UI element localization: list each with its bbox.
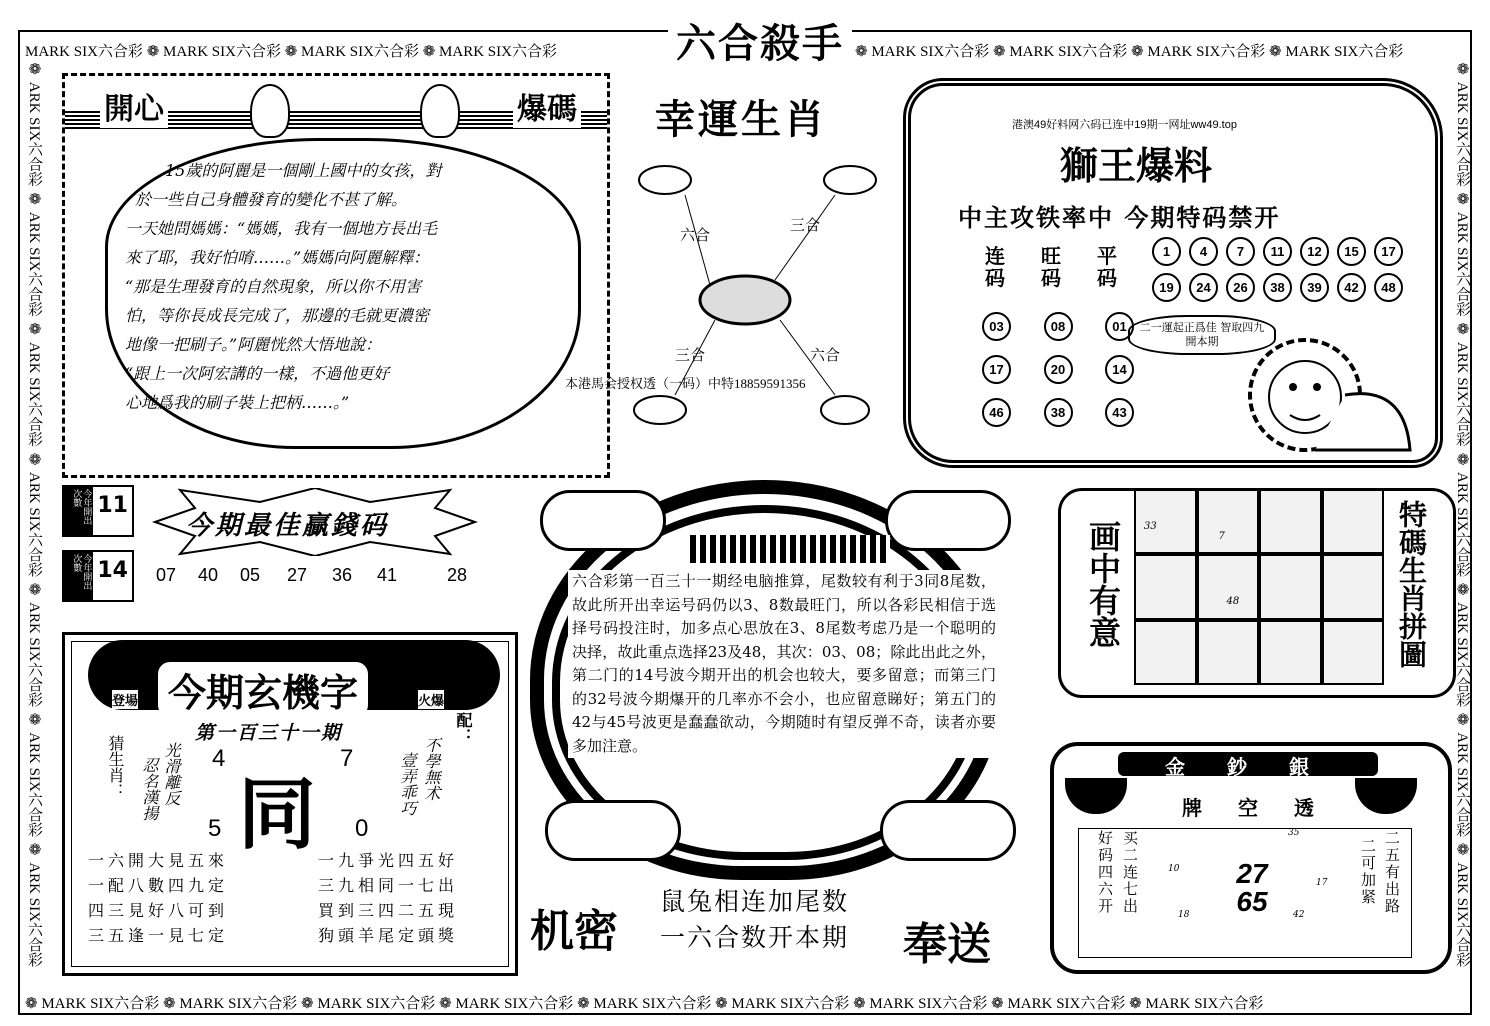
ban-num: 11 [1263, 237, 1292, 266]
jiqi-left: 机密 [530, 906, 618, 957]
ban-num: 12 [1300, 237, 1329, 266]
stat-note: 23 [68, 583, 84, 597]
stat-value: 14 [97, 558, 128, 583]
xuanji-num: 5 [208, 815, 222, 842]
story-title-left: 開心 [100, 84, 168, 128]
puzzle-cell [1197, 620, 1260, 685]
lion-title: 獅王爆料 [1060, 144, 1213, 188]
watermark-text: 本港馬会授权透（一码）中特18859591356 [565, 376, 806, 391]
poem-line: 買到三四二五現 [318, 901, 459, 920]
puzzle-cell [1322, 489, 1385, 554]
puzzle-cell [1259, 620, 1322, 685]
story-line: 一天她問媽媽：“媽媽，我有一個地方長出毛 [125, 219, 438, 238]
gold-dial-num: 10 [1168, 864, 1180, 874]
grid-num: 14 [1105, 355, 1134, 384]
poem-line: 一六開大見五來 [88, 851, 229, 870]
border-right: ❁ ARK SIX六合彩 ❁ ARK SIX六合彩 ❁ ARK SIX六合彩 ❁ ARK SIX六合彩 ❁ ARK SIX六合彩 ❁ ARK SIX六合彩 ❁ ARK SIX六合彩 [1454, 60, 1470, 967]
story-panel [62, 73, 610, 478]
puzzle-cell [1322, 620, 1385, 685]
puzzle-grid [1134, 489, 1384, 685]
gold-center: 27 65 [1236, 858, 1268, 917]
gold-title: 金鈔銀 [1165, 755, 1351, 779]
tiger-icon [824, 166, 876, 194]
puzzle-cell [1322, 554, 1385, 619]
grid-num: 38 [1044, 398, 1073, 427]
dog-icon [821, 396, 869, 424]
puzzle-cell [1134, 554, 1197, 619]
zodiac-label: 六合 [680, 226, 711, 244]
horse-icon [634, 396, 686, 424]
gold-dial-num: 18 [1178, 910, 1190, 920]
xuanji-poem-left [88, 848, 228, 948]
grid-num: 08 [1044, 312, 1073, 341]
story-line: 地像一把刷子。”阿麗恍然大悟地說： [125, 335, 382, 354]
xuanji-col: 猜生肖： [106, 735, 125, 799]
story-text [125, 156, 565, 417]
cloud-right-icon [885, 490, 1011, 551]
poem-line: 三五逢一見七定 [88, 926, 229, 945]
story-line: “那是生理發育的自然現象，所以你不用害 [125, 277, 422, 296]
stat-note: 75 [68, 516, 84, 530]
puzzle-cell [1134, 620, 1197, 685]
girl-icon [420, 84, 460, 138]
xuanji-big-char: 同 [238, 770, 317, 860]
grid-num: 20 [1044, 355, 1073, 384]
jiqi-right: 奉送 [903, 919, 991, 970]
gold-dial-num: 35 [1288, 828, 1300, 838]
cloud-bottom-right-icon [880, 800, 1016, 861]
jiqi-line2: 一六合数开本期 [660, 923, 850, 952]
ban-row-2 [1148, 273, 1407, 302]
story-line: 怕，等你長成長完成了，那邊的毛就更濃密 [125, 306, 430, 325]
border-text: MARK SIX六合彩 [25, 44, 143, 60]
gold-left-col: 买二连七出 [1121, 830, 1139, 915]
jiqi-line1: 鼠兔相连加尾数 [660, 887, 850, 916]
zodiac-label: 六合 [810, 346, 841, 364]
gold-title2: 牌空透 [1182, 796, 1350, 820]
ban-num: 48 [1374, 273, 1403, 302]
best-num: 27 [287, 565, 308, 585]
header-title: 六合殺手 [668, 12, 852, 69]
gold-dial-num: 42 [1293, 910, 1305, 920]
stat-label: 今年開出次數 [64, 552, 93, 600]
lion-col-heads [985, 245, 1125, 289]
xuanji-title: 今期玄機字 [158, 662, 368, 717]
ban-num: 26 [1226, 273, 1255, 302]
gold-right-col: 二可加紧 [1359, 838, 1377, 906]
lion-site: 港澳49好料网六码已连中19期一网址ww49.top [1012, 116, 1237, 132]
xuanji-tag-left: 登場 [112, 690, 138, 709]
ban-num: 38 [1263, 273, 1292, 302]
ban-row-1 [1148, 237, 1407, 266]
xuanji-tag-right: 火爆 [418, 690, 444, 709]
ban-num: 1 [1152, 237, 1181, 266]
story-line: 於一些自己身體發育的變化不甚了解。 [135, 190, 408, 209]
best-numbers [156, 565, 467, 586]
lion-banner: 中主攻铁率中 今期特码禁开 [958, 204, 1281, 232]
ban-num: 24 [1189, 273, 1218, 302]
pig-icon [639, 166, 691, 194]
ban-num: 4 [1189, 237, 1218, 266]
ban-num: 15 [1337, 237, 1366, 266]
gold-dial-num: 17 [1316, 878, 1328, 888]
xuanji-num: 0 [355, 815, 369, 842]
border-left: ❁ ARK SIX六合彩 ❁ ARK SIX六合彩 ❁ ARK SIX六合彩 ❁ ARK SIX六合彩 ❁ ARK SIX六合彩 ❁ ARK SIX六合彩 ❁ ARK SIX六合彩 [26, 60, 42, 967]
grid-num: 01 [1105, 312, 1134, 341]
xuanji-col: 不學無术 [422, 737, 441, 801]
col-head: 连码 [985, 244, 1005, 290]
cloud-bottom-left-icon [545, 800, 681, 861]
ban-num: 17 [1374, 237, 1403, 266]
gold-left-col: 好码四六开 [1096, 830, 1114, 915]
zodiac-diagram [625, 150, 895, 440]
col-head: 旺码 [1041, 244, 1061, 290]
xuanji-col: 壹弄乖巧 [398, 752, 417, 816]
stat-label: 今年開出次數 [64, 487, 93, 535]
xuanji-subtitle: 第一百三十一期 [195, 722, 343, 744]
story-line: 來了耶，我好怕唷……。”媽媽向阿麗解釋： [125, 248, 430, 267]
xuanji-num: 7 [340, 745, 354, 772]
xuanji-num: 4 [212, 745, 226, 772]
poem-line: 一配八數四九定 [88, 876, 229, 895]
ban-num: 42 [1337, 273, 1366, 302]
puzzle-cell: 48 [1197, 554, 1260, 619]
lion-grid [978, 312, 1138, 427]
zodiac-label: 三合 [675, 346, 706, 364]
center-text: 六合彩第一百三十一期经电脑推算，尾数较有利于3同8尾数，故此所开出幸运号码仍以3、8数最旺门，所以各彩民相信于选择号码投注时，加多点心思放在3、8尾数考虑乃是一个聪明的决择，故此重点选择23及48，其次：03、08；除此出此之外，第二门的14号波今期开出的机会也较大，要多留意；而第三门的32号波今期爆开的几率亦不会小，也应留意睇好；第五门的42与45号波更是蠢蠢欲动，今期随时有望反弹不奇，读者亦要多加注意。 [568, 570, 1000, 758]
best-num: 36 [332, 565, 353, 585]
puzzle-cell: 7 [1197, 489, 1260, 554]
col-head: 平码 [1097, 244, 1117, 290]
xuanji-col: 配： [454, 712, 473, 744]
center-title-band [690, 535, 890, 563]
best-num: 41 [377, 565, 398, 585]
poem-line: 三九相同一七出 [318, 876, 459, 895]
story-line: 15歲的阿麗是一個剛上國中的女孩，對 [165, 161, 442, 180]
lion-icon [1235, 325, 1425, 460]
xuanji-col: 忍名漢揚 [140, 757, 159, 821]
grid-num: 46 [982, 398, 1011, 427]
story-title-right: 爆碼 [513, 84, 581, 128]
best-num: 07 [156, 565, 177, 585]
border-bottom: ❁ MARK SIX六合彩 ❁ MARK SIX六合彩 ❁ MARK SIX六合彩 ❁ MARK SIX六合彩 ❁ MARK SIX六合彩 ❁ MARK SIX六合彩 ❁ MARK SIX六合彩 ❁ MARK SIX六合彩 ❁ MARK SIX六合彩 [25, 996, 1264, 1012]
poem-line: 狗頭羊尾定頭獎 [318, 926, 459, 945]
ban-num: 39 [1300, 273, 1329, 302]
grid-num: 03 [982, 312, 1011, 341]
puzzle-cell [1259, 489, 1322, 554]
lucky-title: 幸運生肖 [655, 97, 827, 143]
best-num: 40 [198, 565, 219, 585]
tiger-center-icon [700, 276, 790, 324]
puzzle-cell [1259, 554, 1322, 619]
grid-num: 43 [1105, 398, 1134, 427]
ban-num: 7 [1226, 237, 1255, 266]
gold-right-col: 二五有出路 [1383, 830, 1401, 915]
story-line: 心地爲我的刷子裝上把柄……。” [125, 393, 350, 412]
zodiac-label: 三合 [790, 216, 821, 234]
boy-icon [250, 84, 290, 138]
poem-line: 一九爭光四五好 [318, 851, 459, 870]
grid-num: 17 [982, 355, 1011, 384]
cloud-left-icon [540, 490, 666, 551]
border-top-left: MARK SIX六合彩 ❁ MARK SIX六合彩 ❁ MARK SIX六合彩 ❁ MARK SIX六合彩 [25, 44, 557, 60]
story-line: “跟上一次阿宏講的一樣，不過他更好 [125, 364, 390, 383]
puzzle-cell: 33 [1134, 489, 1197, 554]
puzzle-left-label: 画中有意 [1084, 520, 1122, 648]
best-title: 今期最佳贏錢码 [186, 511, 390, 541]
puzzle-right-label: 特碼生肖拼圖 [1395, 500, 1428, 668]
lion-bubble: 二一運起正爲佳 智取四九開本期 [1128, 315, 1276, 355]
stat-value: 11 [97, 493, 128, 518]
xuanji-poem-right [318, 848, 458, 948]
best-num: 28 [447, 565, 468, 585]
ban-num: 19 [1152, 273, 1181, 302]
best-num: 05 [240, 565, 261, 585]
xuanji-col: 光滑離反 [162, 742, 181, 806]
border-top-right: ❁ MARK SIX六合彩 ❁ MARK SIX六合彩 ❁ MARK SIX六合彩 ❁ MARK SIX六合彩 [855, 44, 1404, 60]
poem-line: 四三見好八可到 [88, 901, 229, 920]
